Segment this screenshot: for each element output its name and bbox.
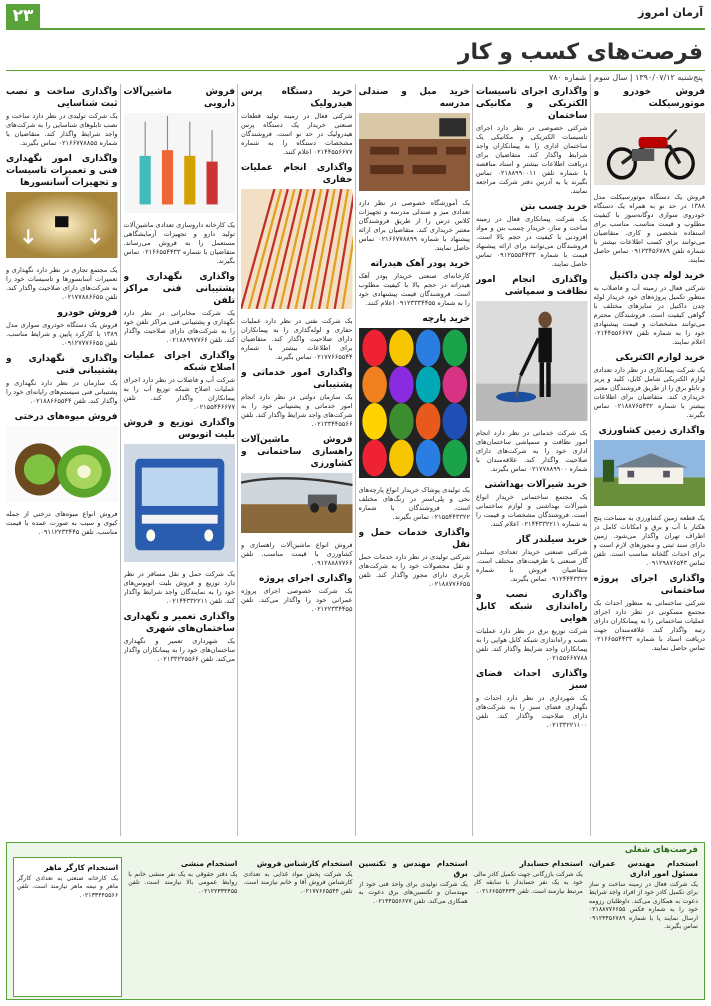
jobs-section (6, 842, 705, 1000)
ad-heading: خرید سیلندر گاز (516, 535, 588, 545)
job-column (13, 857, 122, 997)
job-text: یک دفتر حقوقی به یک نفر منشی خانم با روابط عمومی بالا نیازمند است. تلفن ۰۲۱۲۲۳۳۴۴۵۵. (128, 871, 238, 895)
ad-text: یک شرکت خدماتی در نظر دارد انجام امور نظافت و سمپاشی ساختمان‌های اداری خود را به شرکت‌های دارای صلاحیت واگذار کند. علاقه‌مندان با شماره ۰۲۱۷۷۸۸۹۹۰۰ تماس بگیرند. (476, 429, 588, 473)
ad-text: یک شرکت پیمانکاری فعال در زمینه ساخت و ساز، خریدار چسب بتن و مواد افزودنی با کیفیت در حجم بالا است. فروشندگان می‌توانند برای ارائه پیشنهاد قیمت با شماره ۰۹۱۲۵۵۵۴۴۳۳ تماس حاصل نمایند. (476, 215, 588, 268)
ad-text: کارخانه‌ای صنعتی خریدار پودر آهک هیدراته در حجم بالا با کیفیت مطلوب است. فروشندگان قیمت پیشنهادی خود را به شماره ۰۹۱۲۳۳۳۴۴۵۵ اعلام کنند. (358, 272, 470, 307)
ad-heading: واگذاری انجام عملیات حفاری (241, 163, 353, 185)
job-column (359, 857, 468, 997)
ad-text: یک تولیدی پوشاک خریدار انواع پارچه‌های نخی و پلی‌استر در رنگ‌های مختلف است. فروشندگان با شماره ۰۲۱۵۵۴۴۳۳۲۲ تماس بگیرند. (358, 486, 470, 521)
ad-text: یک مجتمع ساختمانی خریدار انواع شیرآلات بهداشتی و لوازم ساختمانی است. فروشندگان مشخصات و قیمت را به شماره ۰۲۱۴۴۳۳۲۲۱۱ اعلام کنند. (476, 493, 588, 528)
ad-text: شرکتی ساختمانی به منظور احداث یک مجتمع مسکونی در نظر دارد اجرای عملیات ساختمانی را به پیمانکاران دارای رتبه واگذار کند. علاقه‌مندان جهت دریافت اسناد با شماره ۰۲۱۶۶۵۵۴۴۳۳ تماس حاصل نمایند. (593, 599, 705, 652)
ad-text: یک قطعه زمین کشاورزی به مساحت پنج هکتار با آب و برق و امکانات کامل در اطراف تهران واگذار می‌شود. زمین دارای سند ثبتی و مجوزهای لازم است و برای احداث گلخانه مناسب است. تلفن تماس ۰۹۱۲۹۸۷۶۵۴۳. (593, 514, 705, 567)
job-column (589, 857, 698, 997)
ad-text: یک شرکت نفتی در نظر دارد عملیات حفاری و لوله‌گذاری را به پیمانکاران دارای صلاحیت واگذار کند. متقاضیان برای اطلاعات بیشتر با شماره ۰۲۱۷۷۶۶۵۵۴۴ تماس بگیرند. (241, 317, 353, 361)
ad-heading: واگذاری احداث فضای سبز (476, 669, 588, 691)
column-divider (120, 84, 121, 836)
ad-text: شرکتی فعال در زمینه آب و فاضلاب به منظور تکمیل پروژه‌های خود خریدار لوله چدن داکتیل در سایزهای مختلف با گواهی کیفیت است. فروشندگان محترم می‌توانند مشخصات و قیمت پیشنهادی خود را به شماره تلفن ۰۲۱۴۴۵۵۶۶۷۷ اعلام نمایند. (593, 284, 705, 346)
ad-text: شرکت آب و فاضلاب در نظر دارد اجرای عملیات اصلاح شبکه توزیع آب را به پیمانکاران واگذار کند. تلفن ۰۲۱۵۵۴۴۶۶۷۷. (123, 376, 235, 411)
ad-heading: واگذاری امور خدماتی و پشتیبانی (241, 368, 353, 390)
ad-text: یک سازمان دولتی در نظر دارد انجام امور خدماتی و پشتیبانی خود را به شرکت‌های واجد شرایط واگذار کند. تلفن ۰۲۱۳۳۴۴۵۵۶۶. (241, 393, 353, 428)
news-column (594, 84, 706, 836)
ad-text: شرکت توزیع برق در نظر دارد عملیات نصب و راه‌اندازی شبکه کابل هوایی را به پیمانکاران واجد شرایط واگذار کند. تلفن ۰۲۱۵۵۶۶۷۷۸۸. (476, 627, 588, 662)
ad-heading: خرید پارچه (422, 314, 470, 324)
ad-text: شرکتی تولیدی در نظر دارد خدمات حمل و نقل محصولات خود را به شرکت‌های باربری دارای مجوز واگذار کند. تلفن ۰۲۱۸۸۷۷۶۶۵۵. (358, 553, 470, 588)
columns-area (6, 84, 705, 836)
job-text: یک شرکت فعال در زمینه ساخت و ساز برای تکمیل کادر خود از افراد واجد شرایط دعوت به همکاری می‌کند. داوطلبان رزومه خود را به شماره فکس ۰۲۱۸۸۷۷۶۶۵۵ ارسال نمایند یا با شماره ۰۹۱۲۳۴۵۶۷۸۹ تماس بگیرند. (588, 881, 698, 931)
ad-text: یک آموزشگاه خصوصی در نظر دارد تعدادی میز و صندلی مدرسه و تجهیزات کلاس درس را از طریق فروشندگان معتبر خریداری کند. متقاضیان برای ارائه پیشنهاد با شماره ۰۲۱۶۶۷۷۸۸۹۹ تماس حاصل نمایند. (358, 199, 470, 252)
job-heading: استخدام حسابدار (519, 859, 583, 868)
header-rule (6, 28, 705, 30)
page-title: فرصت‌های کسب و کار (457, 40, 703, 65)
ad-heading: فروش ماشین‌آلات دارویی (123, 87, 235, 109)
job-column (128, 857, 237, 997)
ad-text: فروش انواع ماشین‌آلات راهسازی و کشاورزی با قیمت مناسب. تلفن ۰۹۱۲۸۸۸۷۷۶۶. (241, 541, 353, 567)
ad-heading: واگذاری تعمیر و نگهداری ساختمان‌های شهری (123, 612, 235, 634)
ad-text: یک کارخانه داروسازی تعدادی ماشین‌آلات تولید دارو و تجهیزات آزمایشگاهی مستعمل را به فروش می‌رساند. متقاضیان با شماره ۰۲۱۶۶۵۵۴۴۳۳ تماس بگیرند. (123, 221, 235, 265)
ad-text: فروش یک دستگاه موتورسیکلت مدل ۱۳۸۸ در حد نو به همراه یک دستگاه خودروی سواری دوگانه‌سوز با کیفیت مطلوب و قیمت مناسب. مناسب برای استفاده شخصی و کاری. متقاضیان می‌توانند برای کسب اطلاعات بیشتر با شماره تلفن ۰۹۱۲۳۴۵۶۷۸۹ تماس حاصل نمایند. (593, 193, 705, 264)
elevator-photo (6, 192, 118, 262)
job-text: یک شرکت بازرگانی جهت تکمیل کادر مالی خود به یک نفر حسابدار با سابقه کار مرتبط نیازمند است. تلفن ۰۲۱۶۶۵۵۴۴۳۳. (473, 871, 583, 895)
ad-text: شرکتی صنعتی خریدار تعدادی سیلندر گاز صنعتی با ظرفیت‌های مختلف است. متقاضیان فروش با شماره ۰۹۱۲۴۴۴۳۳۲۲ تماس بگیرند. (476, 548, 588, 583)
jobs-section-title: فرصت‌های شغلی (624, 845, 698, 855)
motorcycle-photo (594, 113, 706, 189)
ad-heading: واگذاری امور نگهداری فنی و تعمیرات تاسیسات و تجهیزات آسانسورها (6, 154, 118, 188)
job-column (243, 857, 352, 997)
ad-text: یک مجتمع تجاری در نظر دارد نگهداری و تعمیرات آسانسورها و تاسیسات خود را به شرکت‌های دارای صلاحیت واگذار کند. تلفن ۰۲۱۷۷۸۸۶۶۵۵. (6, 266, 118, 301)
news-column (6, 84, 118, 836)
ad-heading: فروش خودرو (57, 308, 118, 318)
ad-heading: خرید چسب بتن (520, 202, 588, 212)
job-text: یک شرکت پخش مواد غذایی به تعدادی کارشناس فروش آقا و خانم نیازمند است. تلفن ۰۲۱۷۷۶۶۵۵۴۴. (243, 871, 353, 895)
classroom-photo (359, 113, 471, 195)
ad-heading: خرید پودر آهک هیدراته (370, 259, 470, 269)
ad-text: یک شهرداری تعمیر و نگهداری ساختمان‌های خود را به پیمانکاران واگذار می‌کند. تلفن ۰۲۱۳۳۲۲۵۵۶۶. (123, 637, 235, 663)
ad-heading: واگذاری خدمات حمل و نقل (358, 528, 470, 550)
title-rule (6, 70, 705, 71)
ad-text: یک شرکت تولیدی در نظر دارد ساخت و نصب تابلوهای شناسایی را به شرکت‌های واجد شرایط واگذار کند. متقاضیان با شماره ۰۲۱۶۶۷۷۸۸۵۵ تماس بگیرند. (6, 112, 118, 147)
news-column (124, 84, 236, 836)
ad-heading: خرید دستگاه پرس هیدرولیک (241, 87, 353, 109)
ad-heading: فروش ماشین‌آلات راهسازی ساختمانی و کشاورزی (241, 435, 353, 469)
ad-heading: واگذاری توزیع و فروش بلیت اتوبوس (123, 418, 235, 440)
page-number: ۲۳ (6, 4, 40, 28)
ad-text: فروش یک دستگاه خودروی سواری مدل ۱۳۸۹ با کارکرد پایین و شرایط مناسب. تلفن ۰۹۱۲۷۷۷۶۶۵۵. (6, 321, 118, 347)
job-text: یک کارخانه صنعتی به تعدادی کارگر ماهر و نیمه ماهر نیازمند است. تلفن ۰۲۱۳۳۴۴۵۵۶۶. (17, 875, 119, 899)
cleaner-photo (476, 301, 588, 425)
column-divider (590, 84, 591, 836)
news-column (359, 84, 471, 836)
house-photo (594, 440, 706, 510)
job-heading: استخدام منشی (180, 859, 238, 868)
ad-heading: واگذاری نگهداری و پشتیبانی فنی (6, 354, 118, 376)
ad-heading: واگذاری اجرای پروژه (259, 574, 353, 584)
ad-text: شرکتی خصوصی در نظر دارد اجرای تاسیسات الکتریکی و مکانیکی یک ساختمان اداری را به پیمانکاران واجد شرایط واگذار کند. متقاضیان برای دریافت اطلاعات بیشتر و اسناد مناقصه با شماره تلفن ۰۲۱۸۸۹۹۰۰۱۱ تماس بگیرند یا به آدرس دفتر شرکت مراجعه نمایند. (476, 124, 588, 195)
job-heading: استخدام کارشناس فروش (256, 859, 353, 868)
ad-text: یک شهرداری در نظر دارد احداث و نگهداری فضای سبز را به شرکت‌های دارای صلاحیت واگذار کند. تلفن ۰۲۱۳۳۲۲۱۱۰۰. (476, 694, 588, 729)
job-heading: استخدام کارگر ماهر (44, 863, 119, 872)
ad-text: شرکتی فعال در زمینه تولید قطعات صنعتی خریدار یک دستگاه پرس هیدرولیک در حد نو است. فروشندگان مشخصات دستگاه را به شماره ۰۲۱۴۴۵۵۶۶۷۷ اعلام کنند. (241, 112, 353, 156)
kiwi-photo (6, 426, 118, 506)
ad-heading: خرید شیرآلات بهداشتی (484, 480, 588, 490)
ad-heading: واگذاری اجرای پروژه ساختمانی (593, 574, 705, 596)
ad-text: یک شرکت حمل و نقل مسافر در نظر دارد توزیع و فروش بلیت اتوبوس‌های خود را به نمایندگان واجد شرایط واگذار کند. تلفن ۰۲۱۴۴۳۳۲۲۱۱. (123, 570, 235, 605)
ad-heading: واگذاری زمین کشاورزی (598, 426, 705, 436)
ad-heading: واگذاری انجام امور نظافت و سمپاشی (476, 275, 588, 297)
ad-text: یک شرکت خصوصی اجرای پروژه عمرانی خود را واگذار می‌کند. تلفن ۰۲۱۲۲۳۳۴۴۵۵. (241, 587, 353, 613)
ad-text: فروش انواع میوه‌های درختی از جمله کیوی و سیب به صورت عمده با قیمت مناسب. تلفن ۰۹۱۱۲۲۳۳۴۴۵. (6, 510, 118, 536)
ad-heading: فروش خودرو و موتورسیکلت (593, 87, 705, 109)
ad-heading: خرید لوازم الکتریکی (615, 353, 705, 363)
syringes-photo (124, 113, 236, 217)
field-photo (241, 473, 353, 537)
job-text: یک شرکت تولیدی برای واحد فنی خود از مهندسان و تکنسین‌های برق دعوت به همکاری می‌کند. تلفن ۰۲۱۴۴۵۵۶۶۷۷. (358, 881, 468, 905)
ad-text: یک شرکت مخابراتی در نظر دارد نگهداری و پشتیبانی فنی مراکز تلفن خود را به شرکت‌های دارای صلاحیت واگذار کند. تلفن ۰۲۱۸۸۹۹۷۷۶۶. (123, 309, 235, 344)
ad-heading: خرید لوله چدن داکتیل (609, 271, 705, 281)
pipes-photo (241, 189, 353, 313)
fabric-photo (359, 328, 471, 482)
ad-text: یک سازمان در نظر دارد نگهداری و پشتیبانی فنی سیستم‌های رایانه‌ای خود را واگذار کند. تلفن ۰۲۱۸۸۶۶۵۵۴۴. (6, 379, 118, 405)
news-column (476, 84, 588, 836)
ad-heading: واگذاری اجرای عملیات اصلاح شبکه (123, 351, 235, 373)
column-divider (472, 84, 473, 836)
ad-heading: فروش میوه‌های درختی (14, 412, 118, 422)
ad-heading: خرید مبل و صندلی مدرسه (358, 87, 470, 109)
job-column (474, 857, 583, 997)
brand-label: آرمان امروز (638, 6, 703, 19)
ad-text: یک شرکت پیمانکاری در نظر دارد تعدادی لوازم الکتریکی شامل کابل، کلید و پریز و تابلو برق را از طریق فروشندگان معتبر خریداری کند. متقاضیان برای اطلاعات بیشتر با شماره ۰۲۱۸۸۷۶۵۴۳۲ تماس بگیرند. (593, 366, 705, 419)
ad-heading: واگذاری اجرای تاسیسات الکتریکی و مکانیکی ساختمان (476, 87, 588, 121)
issue-line: پنج‌شنبه ۱۳۹۰/۰۷/۱۲ | سال سوم | شماره ۷۸۰ (548, 73, 703, 82)
job-heading: استخدام مهندس عمران، مسئول امور اداری (588, 859, 698, 878)
bus-photo (124, 444, 236, 566)
column-divider (355, 84, 356, 836)
job-heading: استخدام مهندس و تکنسین برق (358, 859, 468, 878)
ad-heading: واگذاری ساخت و نصب ثبت شناسایی (6, 87, 118, 109)
ad-heading: واگذاری نصب و راه‌اندازی شبکه کابل هوایی (476, 590, 588, 624)
news-column (241, 84, 353, 836)
column-divider (237, 84, 238, 836)
ad-heading: واگذاری نگهداری و پشتیبانی فنی مراکز تلفن (123, 272, 235, 306)
